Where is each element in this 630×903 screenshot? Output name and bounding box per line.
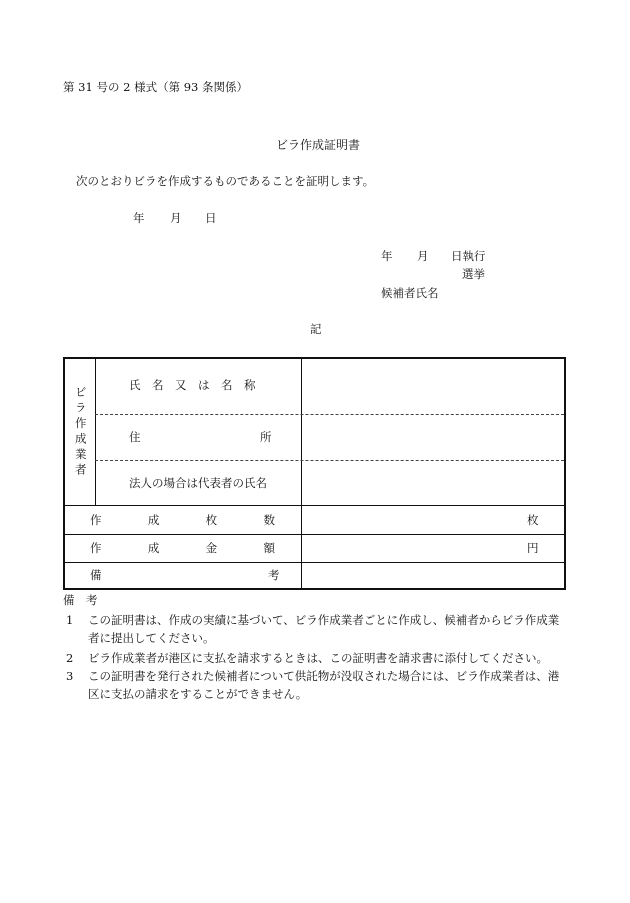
print-amount-label: 作 成 金 額 xyxy=(90,541,275,555)
maker-address-label-left: 住 xyxy=(129,430,141,444)
candidate-name-label: 候補者氏名 xyxy=(381,286,439,300)
remarks-label-right: 考 xyxy=(268,568,280,582)
print-amount-unit: 円 xyxy=(527,541,539,555)
maker-address-label-right: 所 xyxy=(260,430,272,444)
issue-date-day: 日 xyxy=(205,211,217,225)
certification-statement: 次のとおりビラを作成するものであることを証明します。 xyxy=(76,174,375,188)
issue-date-year: 年 xyxy=(133,211,145,225)
row-divider xyxy=(65,562,564,563)
representative-label: 法人の場合は代表者の氏名 xyxy=(129,476,267,490)
maker-name-label: 氏 名 又 は 名 称 xyxy=(129,378,256,392)
election-year: 年 xyxy=(381,249,393,263)
maker-group-label: ビラ作成業者 xyxy=(73,385,88,479)
row-divider xyxy=(65,534,564,535)
group-divider xyxy=(95,359,96,505)
note-item: 1 この証明書は、作成の実績に基づいて、ビラ作成業者ごとに作成し、候補者からビラ作成業者に提出してください。 xyxy=(66,613,560,645)
election-month: 月 xyxy=(417,249,429,263)
election-label: 選挙 xyxy=(462,267,485,281)
print-count-label: 作 成 枚 数 xyxy=(90,513,275,527)
print-count-unit: 枚 xyxy=(527,513,539,527)
ki-heading: 記 xyxy=(310,322,322,336)
notes-heading: 備 考 xyxy=(63,593,98,607)
row-divider xyxy=(65,505,564,506)
certificate-table xyxy=(63,357,566,590)
note-item: 3 この証明書を発行された候補者について供託物が没収された場合には、ビラ作成業者は、港区に支払の請求をすることができません。 xyxy=(66,669,560,701)
remarks-label-left: 備 xyxy=(90,568,102,582)
issue-date-month: 月 xyxy=(170,211,182,225)
document-title: ビラ作成証明書 xyxy=(276,138,361,152)
maker-address-value[interactable] xyxy=(302,415,564,460)
note-item: 2 ビラ作成業者が港区に支払を請求するときは、この証明書を請求書に添付してください。 xyxy=(66,651,548,665)
election-day: 日執行 xyxy=(451,249,486,263)
representative-value[interactable] xyxy=(302,461,564,505)
maker-name-value[interactable] xyxy=(302,360,564,414)
form-number: 第 31 号の 2 様式（第 93 条関係） xyxy=(63,80,249,94)
